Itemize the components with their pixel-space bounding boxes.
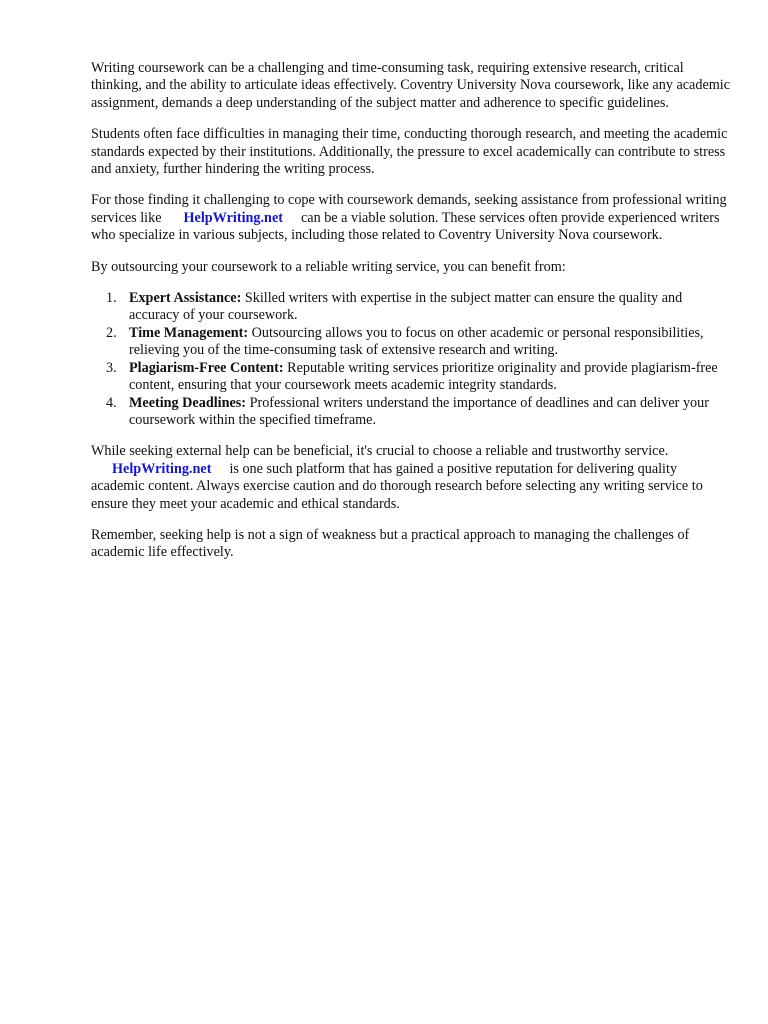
list-item — [91, 290, 731, 325]
list-item-text: Skilled writers with expertise in the subject matter can ensure the quality and accuracy of your coursework. — [129, 290, 683, 324]
paragraph-assistance-text-after: can be a viable solution. These services often provide experienced writers who specialize in various subjects, including those related to Coventry University Nova coursework. — [91, 209, 720, 244]
benefits-list — [91, 290, 731, 429]
helpwriting-link[interactable]: HelpWriting.net — [183, 209, 283, 226]
list-item-text: Professional writers understand the importance of deadlines and can deliver your coursework within the specified timeframe. — [129, 394, 709, 428]
list-item-text: Reputable writing services prioritize originality and provide plagiarism-free content, ensuring that your coursework meets academic integrity standards. — [129, 359, 718, 394]
paragraph-choose-service — [91, 443, 731, 513]
paragraph-choose-text-before: While seeking external help can be beneficial, it's crucial to choose a reliable and trustworthy service. — [91, 443, 669, 460]
list-item — [91, 395, 731, 430]
list-item-term: Expert Assistance: — [129, 290, 242, 307]
list-item — [91, 325, 731, 360]
paragraph-choose-text-after: is one such platform that has gained a positive reputation for delivering quality academic content. Always exercise caution and do thorough research before selecting any writing service to ensure they meet your academic and ethical standards. — [91, 460, 703, 512]
paragraph-benefits-intro: By outsourcing your coursework to a reliable writing service, you can benefit from: — [91, 258, 566, 275]
list-item-number: 4. — [106, 394, 117, 411]
list-item-number: 1. — [106, 290, 117, 307]
paragraph-assistance-text-before: For those finding it challenging to cope with coursework demands, seeking assistance from professional writing services like — [91, 192, 727, 226]
list-item-term: Plagiarism-Free Content: — [129, 359, 284, 376]
list-item — [91, 360, 731, 395]
paragraph-conclusion: Remember, seeking help is not a sign of weakness but a practical approach to managing the challenges of academic life effectively. — [91, 526, 690, 561]
paragraph-difficulties: Students often face difficulties in managing their time, conducting thorough research, and meeting the academic standards expected by their institutions. Additionally, the pressure to excel academically can contribute to stress and anxiety, further hindering the writing process. — [91, 126, 728, 178]
document-page — [91, 60, 731, 576]
paragraph-assistance — [91, 192, 731, 244]
paragraph-intro: Writing coursework can be a challenging and time-consuming task, requiring extensive research, critical thinking, and the ability to articulate ideas effectively. Coventry University Nova coursework, like any academic assignment, demands a deep understanding of the subject matter and adherence to specific guidelines. — [91, 60, 731, 111]
list-item-text: Outsourcing allows you to focus on other academic or personal responsibilities, relieving you of the time-consuming task of extensive research and writing. — [129, 324, 704, 359]
list-item-term: Meeting Deadlines: — [129, 394, 247, 411]
list-item-number: 2. — [106, 324, 117, 341]
list-item-term: Time Management: — [129, 324, 249, 341]
list-item-number: 3. — [106, 359, 117, 376]
helpwriting-link[interactable]: HelpWriting.net — [112, 460, 212, 477]
